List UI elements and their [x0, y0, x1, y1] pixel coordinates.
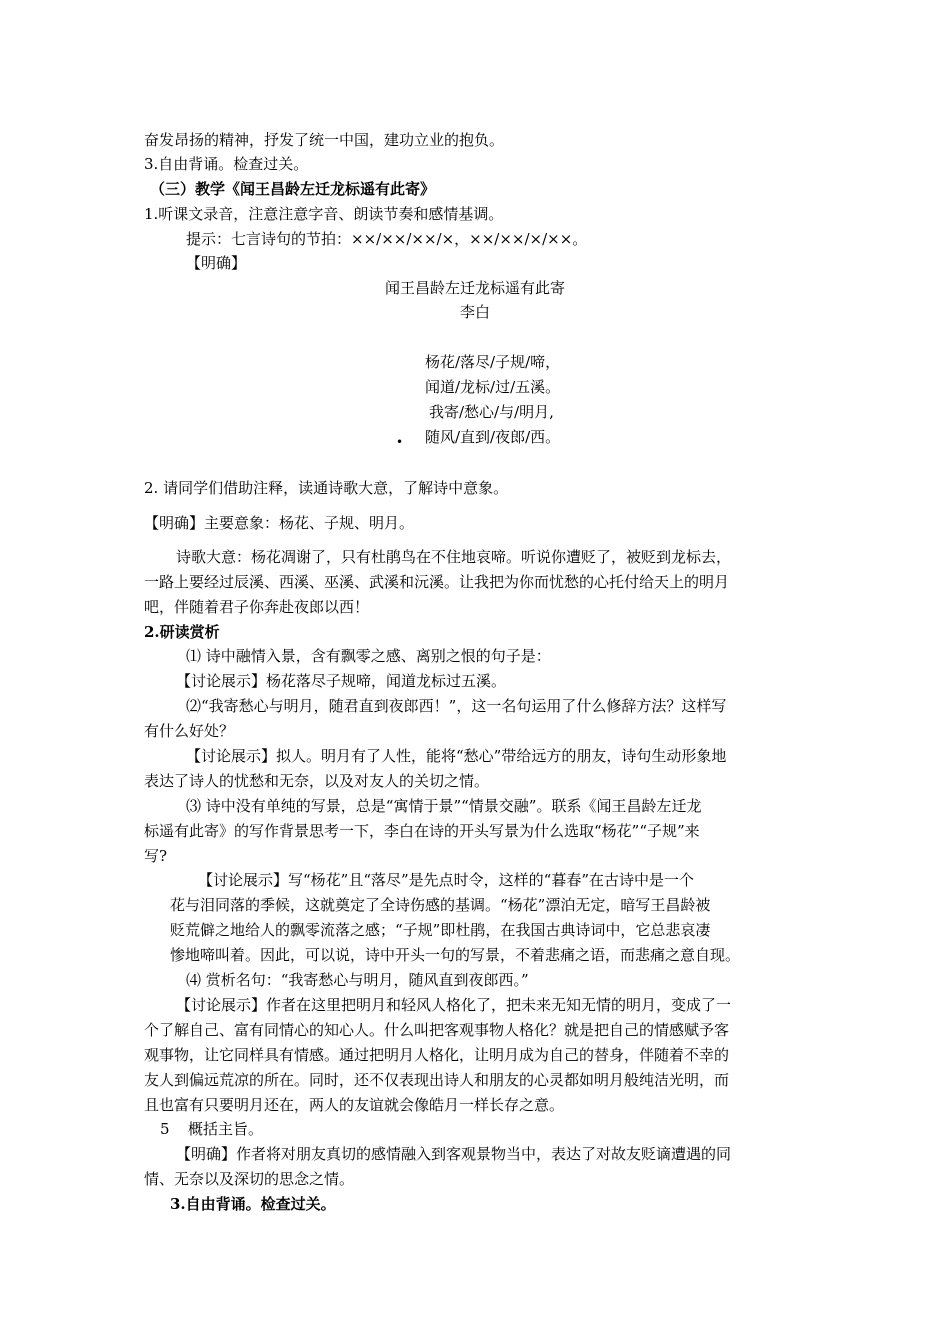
poem-line: 随风/直到/夜郎/西。	[425, 428, 561, 446]
answer-1: 【讨论展示】杨花落尽子规啼，闻道龙标过五溪。	[176, 672, 507, 690]
question-1: ⑴ 诗中融情入景，含有飘零之感、离别之恨的句子是：	[186, 647, 551, 665]
mingque-label: 【明确】	[186, 254, 247, 272]
answer-4: 友人到偏远荒凉的所在。同时，还不仅表现出诗人和朋友的心灵都如明月般纯洁光明，而	[144, 1071, 730, 1089]
question-2: ⑵“我寄愁心与明月，随君直到夜郎西！”，这一名句运用了什么修辞方法？这样写	[186, 697, 727, 715]
answer-3: 贬荒僻之地给人的飘零流落之感；“子规”即杜鹃，在我国古典诗词中，它总悲哀凄	[170, 921, 711, 939]
answer-4: 个了解自己、富有同情心的知心人。什么叫把客观事物人格化？就是把自己的情感赋予客	[144, 1021, 730, 1039]
question-2: 有什么好处？	[144, 722, 235, 740]
step-5-text: 概括主旨。	[188, 1120, 264, 1138]
rhythm-hint: 提示：七言诗句的节拍：××/××/××/×，××/××/×/××。	[186, 230, 588, 248]
poem-meaning: 一路上要经过辰溪、西溪、巫溪、武溪和沅溪。让我把为你而忧愁的心托付给天上的明月	[144, 573, 730, 591]
main-images: 【明确】主要意象：杨花、子规、明月。	[144, 514, 415, 532]
poem-author: 李白	[459, 303, 490, 321]
question-3: ⑶ 诗中没有单纯的写景，总是“寓情于景”“情景交融”。联系《闻王昌龄左迁龙	[186, 797, 702, 815]
question-4: ⑷ 赏析名句：“我寄愁心与明月，随风直到夜郎西。”	[186, 971, 529, 989]
bullet-marker: •	[396, 435, 404, 449]
poem-line: 杨花/落尽/子规/啼，	[425, 353, 561, 371]
answer-2: 表达了诗人的忧愁和无奈，以及对友人的关切之情。	[144, 772, 490, 790]
poem-meaning: 诗歌大意：杨花凋谢了，只有杜鹃鸟在不住地哀啼。听说你遭贬了，被贬到龙标去，	[176, 548, 732, 566]
paragraph-line: 奋发昂扬的精神，抒发了统一中国，建功立业的抱负。	[144, 131, 505, 149]
answer-2: 【讨论展示】拟人。明月有了人性，能将“愁心”带给远方的朋友，诗句生动形象地	[186, 747, 727, 765]
step-1: 1.听课文录音，注意注意字音、朗读节奏和感情基调。	[144, 205, 504, 223]
answer-4: 【讨论展示】作者在这里把明月和轻风人格化了，把未来无知无情的明月，变成了一	[176, 996, 732, 1014]
answer-3: 花与泪同落的季候，这就奠定了全诗伤感的基调。“杨花”漂泊无定，暗写王昌龄被	[170, 896, 711, 914]
question-3: 写?	[144, 847, 168, 865]
final-step: 3.自由背诵。检查过关。	[170, 1195, 336, 1213]
step-5-number: 5	[160, 1120, 170, 1138]
answer-3: 【讨论展示】写“杨花”且“落尽”是先点时令，这样的“暮春”在古诗中是一个	[198, 871, 695, 889]
step-2: 2. 请同学们借助注释，读通诗歌大意，了解诗中意象。	[144, 479, 509, 497]
paragraph-line: 3.自由背诵。检查过关。	[144, 155, 309, 173]
poem-meaning: 吧，伴随着君子你奔赴夜郎以西！	[144, 598, 370, 616]
answer-4: 观事物，让它同样具有情感。通过把明月人格化，让明月成为自己的替身，伴随着不幸的	[144, 1046, 730, 1064]
study-title: 2.研读赏析	[144, 623, 220, 641]
answer-3: 惨地啼叫着。因此，可以说，诗中开头一句的写景，不着悲痛之语，而悲痛之意自现。	[170, 946, 741, 964]
theme-summary: 【明确】作者将对朋友真切的感情融入到客观景物当中，表达了对故友贬谪遭遇的同	[176, 1145, 732, 1163]
poem-line: 闻道/龙标/过/五溪。	[425, 378, 561, 396]
poem-line: 我寄/愁心/与/明月,	[429, 403, 554, 421]
poem-title: 闻王昌龄左迁龙标遥有此寄	[384, 279, 565, 297]
theme-summary: 情、无奈以及深切的思念之情。	[144, 1170, 355, 1188]
section-title: （三）教学《闻王昌龄左迁龙标遥有此寄》	[150, 180, 436, 198]
question-3: 标遥有此寄》的写作背景思考一下，李白在诗的开头写景为什么选取“杨花”“子规”来	[144, 822, 700, 840]
answer-4: 且也富有只要明月还在，两人的友谊就会像皓月一样长存之意。	[144, 1096, 565, 1114]
